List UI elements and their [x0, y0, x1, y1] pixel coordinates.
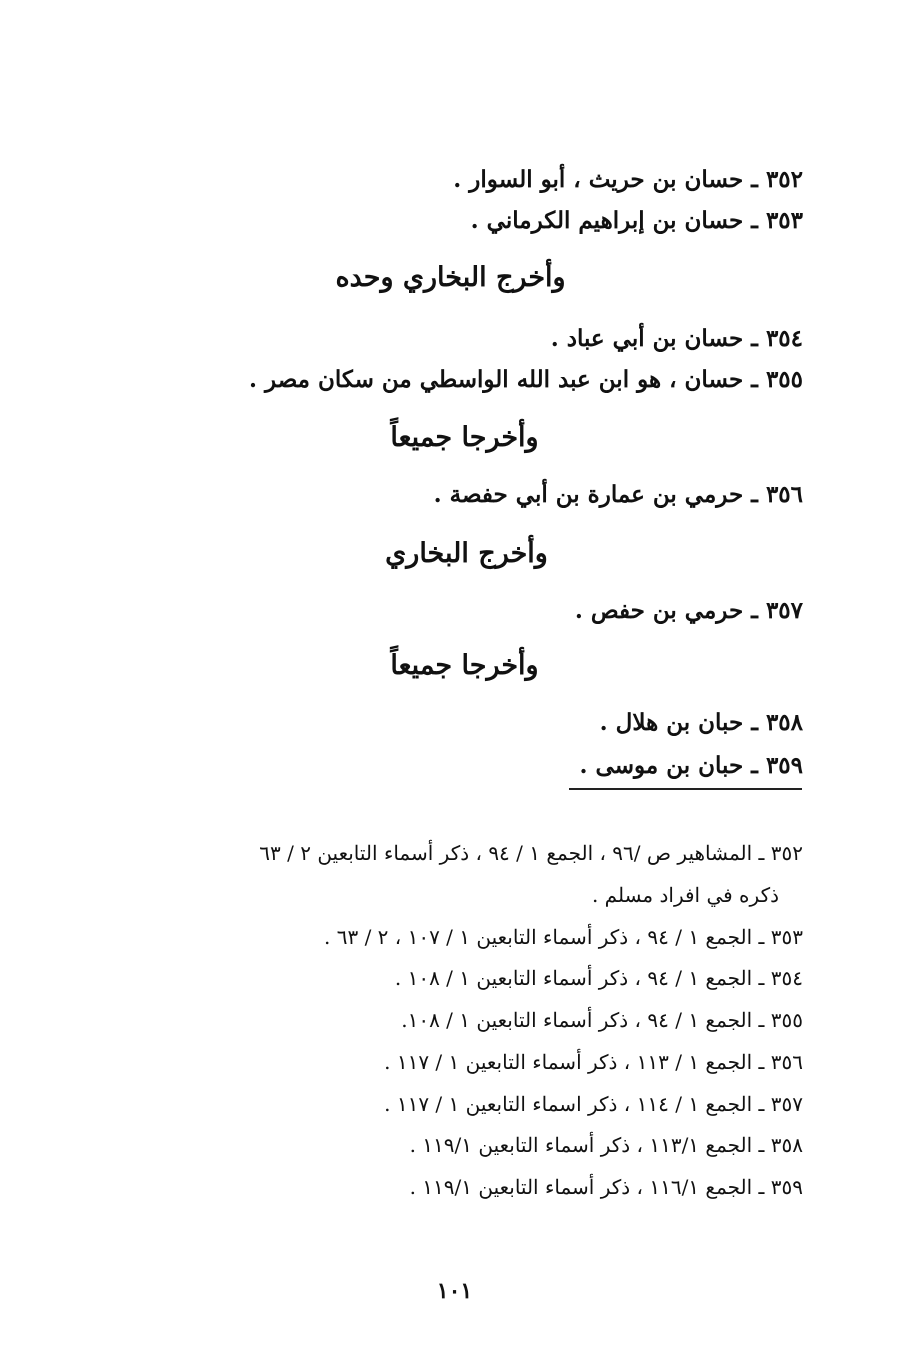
footnote-359: ٣٥٩ ـ الجمع ١١٦/١ ، ذكر أسماء التابعين ١١٩/١ .: [409, 1175, 803, 1199]
section-heading-bukhari-alone: وأخرج البخاري وحده: [335, 262, 566, 293]
footnote-358: ٣٥٨ ـ الجمع ١١٣/١ ، ذكر أسماء التابعين ١١٩/١ .: [409, 1133, 803, 1157]
section-heading-bukhari: وأخرج البخاري: [385, 538, 548, 569]
entry-354: ٣٥٤ ـ حسان بن أبي عباد .: [550, 325, 803, 352]
footnote-353: ٣٥٣ ـ الجمع ١ / ٩٤ ، ذكر أسماء التابعين ١ / ١٠٧ ، ٢ / ٦٣ .: [324, 925, 803, 949]
section-heading-both-2: وأخرجا جميعاً: [390, 650, 539, 681]
entry-353: ٣٥٣ ـ حسان بن إبراهيم الكرماني .: [470, 207, 803, 234]
footnote-352: ٣٥٢ ـ المشاهير ص /٩٦ ، الجمع ١ / ٩٤ ، ذكر أسماء التابعين ٢ / ٦٣: [259, 841, 803, 865]
footnote-355: ٣٥٥ ـ الجمع ١ / ٩٤ ، ذكر أسماء التابعين ١ / ١٠٨.: [401, 1008, 803, 1032]
footnote-354: ٣٥٤ ـ الجمع ١ / ٩٤ ، ذكر أسماء التابعين ١ / ١٠٨ .: [394, 966, 803, 990]
section-heading-both: وأخرجا جميعاً: [390, 422, 539, 453]
entry-356: ٣٥٦ ـ حرمي بن عمارة بن أبي حفصة .: [433, 481, 803, 508]
footnote-357: ٣٥٧ ـ الجمع ١ / ١١٤ ، ذكر اسماء التابعين ١ / ١١٧ .: [384, 1092, 803, 1116]
entry-359: ٣٥٩ ـ حبان بن موسى .: [579, 752, 803, 779]
footnote-352-continued: ذكره في افراد مسلم .: [591, 883, 779, 907]
entry-358: ٣٥٨ ـ حبان بن هلال .: [599, 709, 803, 736]
entry-352: ٣٥٢ ـ حسان بن حريث ، أبو السوار .: [453, 166, 803, 193]
page-number: ١٠١: [436, 1278, 473, 1304]
entry-355: ٣٥٥ ـ حسان ، هو ابن عبد الله الواسطي من سكان مصر .: [249, 366, 803, 393]
footnote-divider: [569, 788, 802, 790]
footnote-356: ٣٥٦ ـ الجمع ١ / ١١٣ ، ذكر أسماء التابعين ١ / ١١٧ .: [384, 1050, 803, 1074]
entry-357: ٣٥٧ ـ حرمي بن حفص .: [574, 597, 803, 624]
